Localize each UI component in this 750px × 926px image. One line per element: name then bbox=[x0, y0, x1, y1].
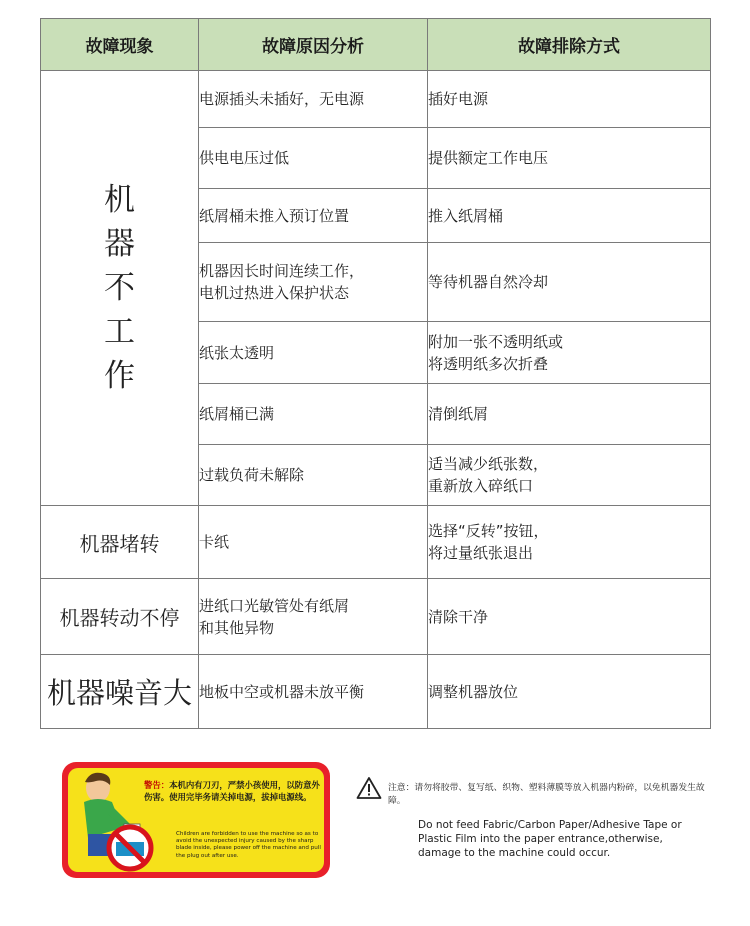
symptom-cell bbox=[41, 71, 199, 506]
cause-text: 机器因长时间连续工作， bbox=[199, 262, 365, 280]
header-fix: 故障排除方式 bbox=[428, 19, 711, 71]
table-row bbox=[41, 655, 711, 729]
header-symptom: 故障现象 bbox=[41, 19, 199, 71]
cause-cell bbox=[199, 322, 428, 384]
fix-text: 适当减少纸张数， bbox=[428, 455, 549, 473]
symptom-cell bbox=[41, 506, 199, 579]
fix-cell bbox=[428, 71, 711, 128]
cause-cell bbox=[199, 506, 428, 579]
symptom-text: 机器转动不停 bbox=[59, 606, 180, 630]
table-row bbox=[41, 579, 711, 655]
fix-cell bbox=[428, 655, 711, 729]
header-cause: 故障原因分析 bbox=[199, 19, 428, 71]
cause-text: 地板中空或机器未放平衡 bbox=[199, 682, 365, 701]
troubleshooting-table bbox=[40, 18, 711, 729]
cause-text: 电源插头未插好，无电源 bbox=[199, 90, 365, 108]
cause-cell bbox=[199, 243, 428, 322]
cause-text: 纸张太透明 bbox=[199, 343, 275, 362]
fix-text: 提供额定工作电压 bbox=[428, 149, 549, 167]
fix-cell bbox=[428, 445, 711, 506]
warning-sticker bbox=[62, 762, 330, 878]
fix-text: 选择“反转”按钮， bbox=[428, 522, 549, 540]
fix-text: 清除干净 bbox=[428, 607, 489, 626]
fix-text: 将过量纸张退出 bbox=[428, 544, 534, 562]
symptom-text: 机器堵转 bbox=[79, 531, 160, 556]
fix-cell bbox=[428, 243, 711, 322]
fix-text: 推入纸屑桶 bbox=[428, 206, 504, 225]
fix-text: 调整机器放位 bbox=[428, 682, 519, 701]
warning-triangle-icon bbox=[356, 776, 382, 800]
symptom-text: 机器不工作 bbox=[104, 182, 135, 394]
fix-cell bbox=[428, 128, 711, 189]
cause-text: 电机过热进入保护状态 bbox=[199, 284, 350, 302]
symptom-cell bbox=[41, 579, 199, 655]
fix-cell bbox=[428, 189, 711, 243]
fix-cell bbox=[428, 384, 711, 445]
fix-cell bbox=[428, 322, 711, 384]
cause-cell bbox=[199, 655, 428, 729]
fix-text: 附加一张不透明纸或 bbox=[428, 332, 564, 351]
cause-cell bbox=[199, 384, 428, 445]
fix-text: 等待机器自然冷却 bbox=[428, 273, 549, 291]
notice-english-text: Do not feed Fabric/Carbon Paper/Adhesive Tape or Plastic Film into the paper entrance,otherwise, damage to the machine could occur. bbox=[418, 819, 682, 859]
cause-text: 纸屑桶未推入预订位置 bbox=[199, 206, 350, 225]
cause-cell bbox=[199, 128, 428, 189]
cause-cell bbox=[199, 445, 428, 506]
fix-text: 将透明纸多次折叠 bbox=[428, 354, 549, 373]
table-header-row bbox=[41, 19, 711, 71]
cause-cell bbox=[199, 579, 428, 655]
sticker-chinese-text: 警告：本机内有刀刃，严禁小孩使用，以防意外伤害。使用完毕务请关掉电源，拔掉电源线。 bbox=[144, 780, 320, 802]
cause-cell bbox=[199, 71, 428, 128]
sticker-english-text: Children are forbidden to use the machine so as to avoid the unexpected injury caused by the sharp blade inside, please power off the machine and pull the plug out after use. bbox=[176, 831, 321, 859]
cause-text: 和其他异物 bbox=[199, 618, 275, 637]
cause-text: 进纸口光敏管处有纸屑 bbox=[199, 596, 350, 615]
fix-text: 插好电源 bbox=[428, 90, 489, 108]
cause-text: 卡纸 bbox=[199, 533, 230, 551]
cause-text: 纸屑桶已满 bbox=[199, 405, 275, 423]
fix-cell bbox=[428, 506, 711, 579]
table-row bbox=[41, 506, 711, 579]
symptom-text: 机器噪音大 bbox=[46, 676, 192, 710]
cause-text: 供电电压过低 bbox=[199, 149, 290, 167]
fix-text: 重新放入碎纸口 bbox=[428, 477, 534, 495]
symptom-cell bbox=[41, 655, 199, 729]
notice-chinese-text: 注意：请勿将胶带、复写纸、织物、塑料薄膜等放入机器内粉碎，以免机器发生故障。 bbox=[388, 783, 705, 806]
table-row bbox=[41, 71, 711, 128]
cause-cell bbox=[199, 189, 428, 243]
fix-text: 清倒纸屑 bbox=[428, 405, 489, 423]
cause-text: 过载负荷未解除 bbox=[199, 466, 305, 484]
fix-cell bbox=[428, 579, 711, 655]
